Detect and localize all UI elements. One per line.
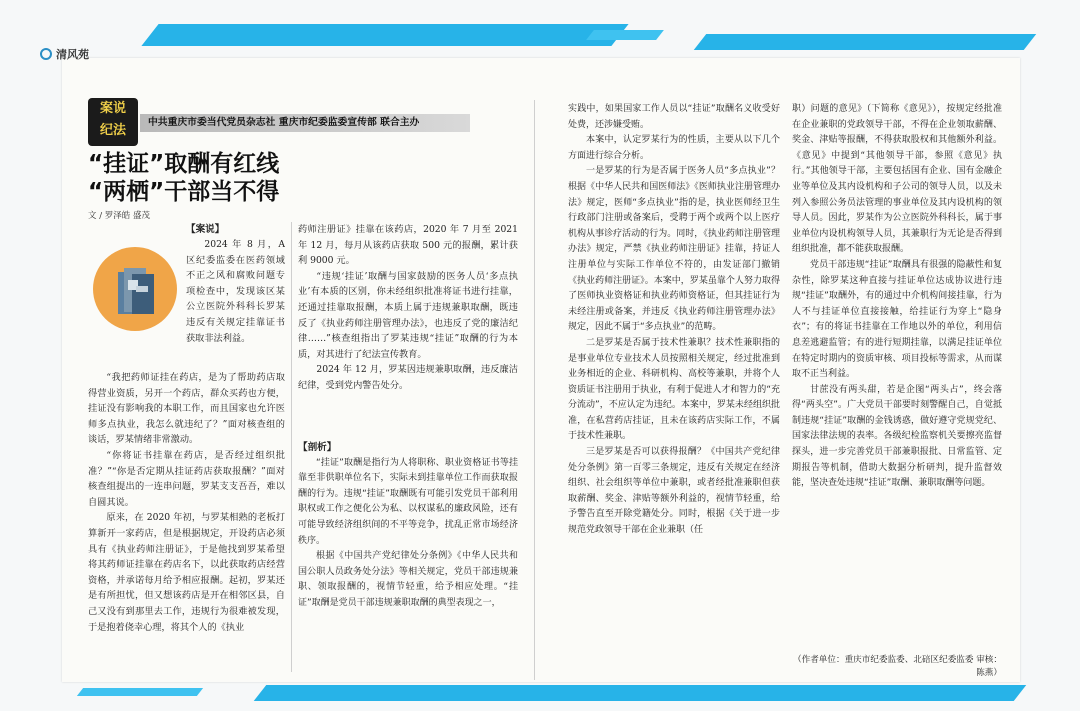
- column-3: [568, 102, 780, 688]
- author-note: （作者单位：重庆市纪委监委、北碚区纪委监委 审核：陈燕）: [793, 655, 1002, 678]
- case-paragraph-3: “你将证书挂靠在药店，是否经过组织批准？”“你是否定期从挂证药店获取报酬？”面对核查组提出的一连串问题，罗某支支吾吾，难以自圆其说。: [88, 449, 285, 508]
- stripe-bottom-thin: [77, 688, 203, 696]
- case-body: [88, 370, 285, 686]
- column-4-paragraph-0: 职）问题的意见》（下简称《意见》），按规定经批准在企业兼职的党政领导干部，不得在企业领取薪酬、奖金、津贴等报酬，不得获取股权和其他额外利益。《意见》中提到“其他领导干部，参照《意见》执行。”其他领导干部，主要包括国有企业、国有金融企业等单位及其内设机构和子公司的领导人员，以及未列入参照公务员法管理的事业单位及其内设机构的领导人员。因此，罗某作为公立医院外科科长，属于事业单位内设机构领导人员，其兼职行为无论是否得到组织批准，都不能获取报酬。: [792, 104, 1002, 255]
- byline: 文 / 罗泽皓 盛茂: [88, 211, 150, 221]
- stripe-top-right: [694, 34, 1037, 50]
- badge-line-2: 纪法: [99, 123, 126, 138]
- folder-binder-icon: [92, 246, 178, 332]
- column-3-paragraph-4: 三是罗某是否可以获得报酬？《中国共产党纪律处分条例》第一百零三条规定，违反有关规定在经济组织、社会组织等单位中兼职，或者经批准兼职但获取薪酬、奖金、津贴等额外利益的，视情节轻重，给予警告直至开除党籍处分。同时，根据《关于进一步规范党政领导干部在企业兼职（任: [568, 447, 780, 536]
- article-title: [88, 150, 279, 206]
- brand: [40, 46, 89, 62]
- case-paragraph-1: 2024 年 8 月，A 区纪委监委在医药领域不正之风和腐败问题专项检查中，发现该区某公立医院外科科长罗某违反有关规定挂靠证书获取非法利益。: [186, 239, 285, 344]
- column-4-paragraph-1: 党员干部违规“挂证”取酬具有很强的隐蔽性和复杂性，除罗某这种直接与挂证单位达成协议进行违规“挂证”取酬外，有的通过中介机构间接挂靠，行为人不与挂证单位直接接触，给挂证行为穿上“隐身衣”；有的将证书挂靠在工作地以外的单位，利用信息差逃避监管；有的进行短期挂靠，以满足挂证单位在特定时期内的资质审核、项目投标等需求，从而谋取不正当利益。: [792, 259, 1002, 380]
- column-3-paragraph-3: 二是罗某是否属于技术性兼职？技术性兼职指的是事业单位专业技术人员按照相关规定，经过批准到业务相近的企业、科研机构、高校等兼职，并将个人资质证书注册用于执业，有利于促进人才和智力的“充分流动”，不应认定为违纪。本案中，罗某未经组织批准，在私营药店挂证，且未在该药店实际工作，不属于技术性兼职。: [568, 337, 780, 442]
- brand-logo-icon: [40, 48, 52, 60]
- column-badge: [88, 98, 138, 146]
- analysis-paragraph-2: 根据《中国共产党纪律处分条例》《中华人民共和国公职人员政务处分法》等相关规定，党员干部违规兼职、领取报酬的，视情节轻重，给予相应处理。“挂证”取酬是党员干部违规兼职取酬的典型表现之一，: [298, 551, 518, 608]
- case-paragraph-2: “我把药师证挂在药店，是为了帮助药店取得营业资质，另开一个药店，群众买药也方便，挂证没有影响我的本职工作，而且国家也允许医师多点执业，我怎么就违纪了？”面对核查组的谈话，罗某情绪非常激动。: [88, 372, 285, 446]
- title-line-2: “两栖”干部当不得: [88, 179, 280, 205]
- case-paragraph-4-cont: 药师注册证》挂靠在该药店，2020 年 7 月至 2021 年 12 月，每月从该药店获取 500 元的报酬，累计获利 9000 元。: [298, 224, 518, 267]
- analysis-heading: 【剖析】: [298, 442, 337, 453]
- column-3-paragraph-0: 实践中，如果国家工作人员以“挂证”取酬名义收受好处费，还涉嫌受贿。: [568, 104, 780, 130]
- column-1: [88, 222, 285, 238]
- column-4-paragraph-2: 甘蔗没有两头甜，若是企图“两头占”，终会落得“两头空”。广大党员干部要时刻警醒自己，自觉抵制违规“挂证”取酬的金钱诱惑，做好遵守党规党纪、国家法律法规的表率。各级纪检监察机关要擦亮监督探头，进一步完善党员干部兼职报批、日常监管、定期报告等机制，借助大数据分析研判，提升监督效能，坚决查处违规“挂证”取酬、兼职取酬等问题。: [792, 384, 1002, 489]
- stripe-top-left-thin: [586, 30, 664, 40]
- analysis-paragraph-1: “挂证”取酬是指行为人将职称、职业资格证书等挂靠至非供职单位名下，实际未到挂靠单位工作而获取报酬的行为。违规“挂证”取酬既有可能引发党员干部利用职权或工作之便化公为私、以权谋私的廉政风险，还有可能导致经济组织间的不平等竞争，扰乱正常市场经济秩序。: [298, 457, 518, 546]
- case-heading: 【案说】: [186, 224, 225, 235]
- title-line-1: “挂证”取酬有红线: [88, 151, 280, 177]
- column-rule: [534, 100, 535, 680]
- column-2-top: [298, 222, 518, 434]
- column-4: [792, 102, 1002, 662]
- case-paragraph-5: “违规‘挂证’取酬与国家鼓励的医务人员‘多点执业’有本质的区别，你未经组织批准将证书进行挂靠，还通过挂靠取报酬，本质上属于违规兼职取酬，既违反了《执业药师注册管理办法》，也违反了党的廉洁纪律……”核查组指出了罗某违规“挂证”取酬的行为本质，对其进行了纪法宣传教育。: [298, 270, 518, 360]
- column-2-bottom: [298, 440, 518, 686]
- case-intro: [186, 237, 285, 362]
- column-rule: [291, 222, 292, 672]
- case-paragraph-4: 原来，在 2020 年初，与罗某相熟的老板打算新开一家药店，但是根据规定，开设药店必须具有《执业药师注册证》，于是他找到罗某希望将其药师证挂靠在药店名下，以此获取药店经营资格，并承诺每月给予相应报酬。起初，罗某还是有所担忧，但又想该药店是开在相邻区县，自己又没有到那里去工作，违规行为很难被发现，于是抱着侥幸心理，将其个人的《执业: [88, 512, 285, 633]
- column-banner: 中共重庆市委当代党员杂志社 重庆市纪委监委宣传部 联合主办: [140, 114, 470, 132]
- column-3-paragraph-2: 一是罗某的行为是否属于医务人员“多点执业”？根据《中华人民共和国医师法》《医师执业注册管理办法》规定，医师“多点执业”指的是，执业医师经卫生行政部门注册或备案后，受聘于两个或两个以上医疗机构从事诊疗活动的行为。同时，《执业药师注册管理办法》规定，严禁《执业药师注册证》挂靠，持证人注册单位与实际工作单位不符的，由发证部门撤销《执业药师注册证》。本案中，罗某虽靠个人努力取得了医师执业资格证和执业药师资格证，但其挂证行为未经注册或备案，并违反《执业药师注册管理办法》规定，因此不属于“多点执业”的范畴。: [568, 166, 780, 333]
- stripe-top-left: [141, 24, 628, 46]
- brand-name: 清风苑: [56, 48, 89, 61]
- badge-line-1: 案说: [99, 101, 126, 116]
- column-3-paragraph-1: 本案中，认定罗某行为的性质，主要从以下几个方面进行综合分析。: [568, 135, 780, 161]
- case-paragraph-6: 2024 年 12 月，罗某因违规兼职取酬，违反廉洁纪律，受到党内警告处分。: [298, 364, 518, 391]
